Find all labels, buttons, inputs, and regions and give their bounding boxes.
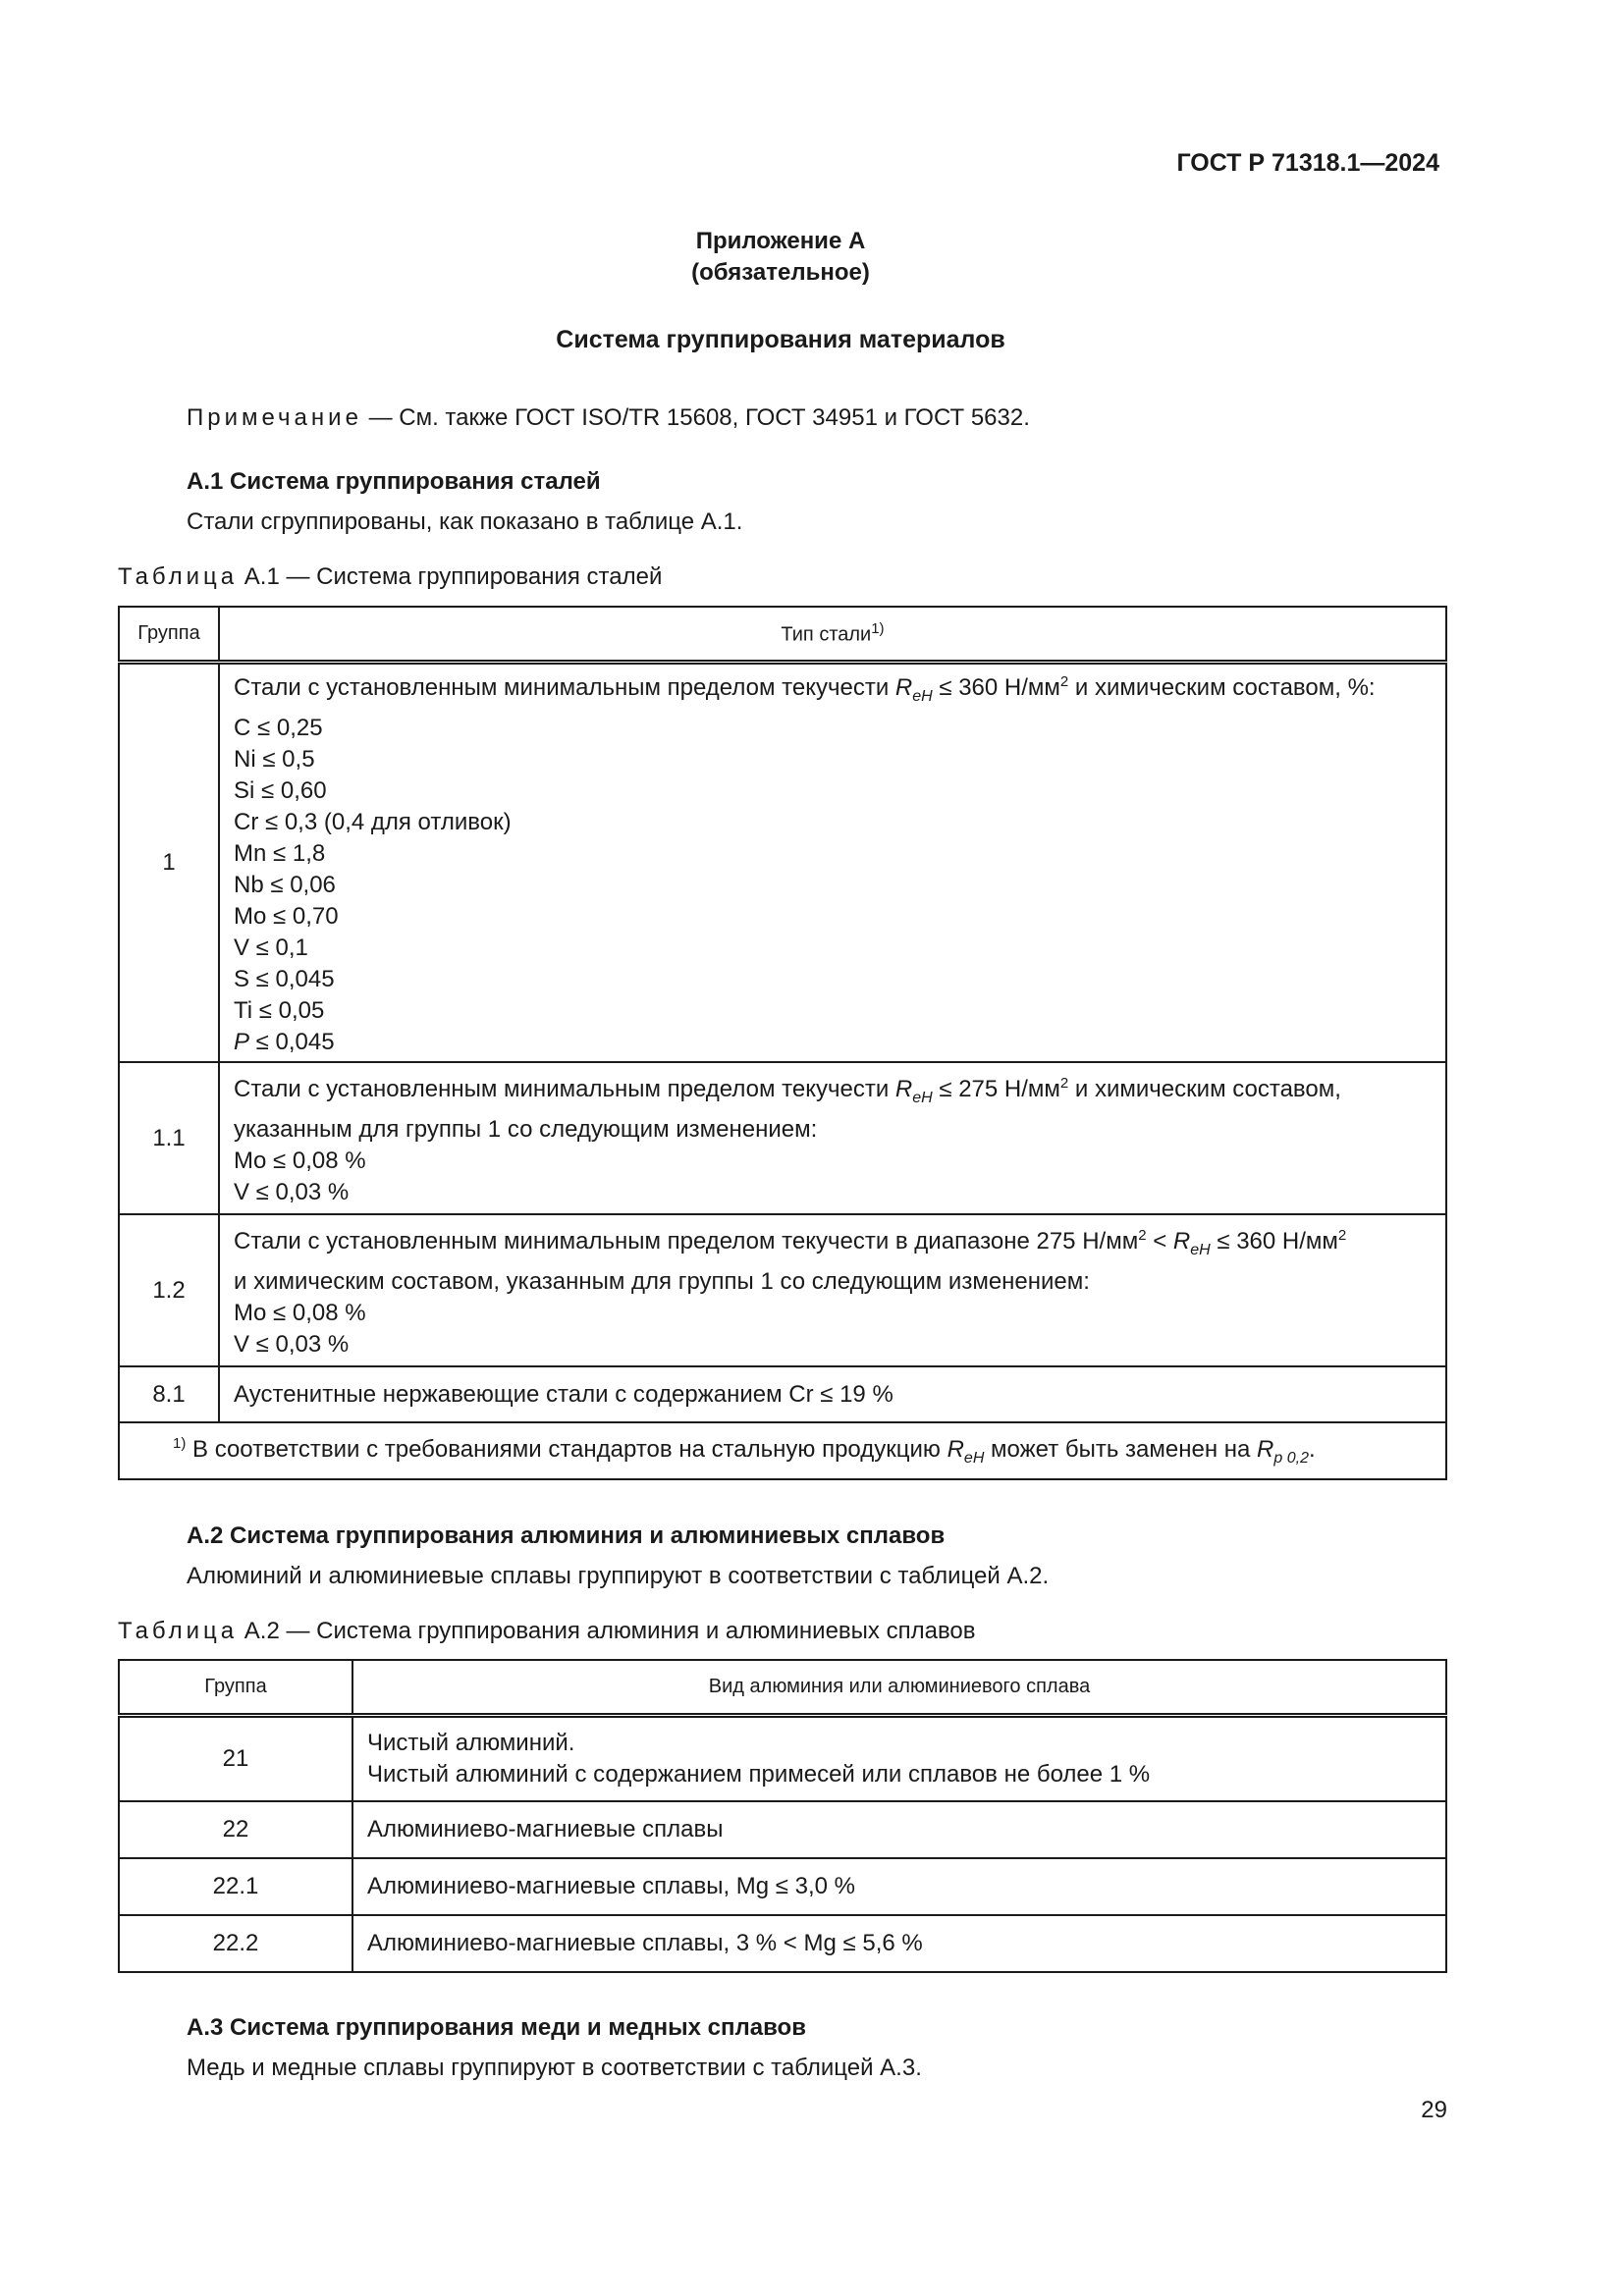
table-a1-caption-label: Таблица [118, 563, 239, 590]
section-a3-heading: А.3 Система группирования меди и медных сплавов [187, 2014, 806, 2041]
group-cell: 1 [119, 662, 219, 1062]
group-cell: 22 [119, 1801, 352, 1858]
type-cell: Стали с установленным минимальным пределом текучести $R_{eH} \le 275$ $Н/мм^2$ и химическим составом, указанным для группы 1 со следующим изменением: Mo ≤ 0,08 % V ≤ 0,03 % [219, 1062, 1446, 1214]
type-cell: Стали с установленным минимальным пределом текучести $R_{eH} \le 360$ $Н/мм^2$ и химическим составом, %: C ≤ 0,25 Ni ≤ 0,5 Si ≤ 0,60 Cr ≤ 0,3 (0,4 для отливок) Mn ≤ 1,8 Nb ≤ 0,06 Mo ≤ 0,70 V ≤ 0,1 S ≤ 0,045 Ti ≤ 0,05 P ≤ 0,045 [219, 662, 1446, 1062]
note [187, 404, 1030, 432]
standard-code: ГОСТ Р 71318.1—2024 [1176, 149, 1439, 177]
table-a2-col-type: Вид алюминия или алюминиевого сплава [352, 1660, 1446, 1715]
section-a3-intro: Медь и медные сплавы группируют в соответствии с таблицей А.3. [187, 2055, 922, 2081]
table-row [119, 1858, 1446, 1915]
annex-status: (обязательное) [691, 259, 870, 286]
table-a2-caption-label: Таблица [118, 1618, 239, 1644]
type-cell: Алюминиево-магниевые сплавы, Mg ≤ 3,0 % [352, 1858, 1446, 1915]
table-row [119, 1366, 1446, 1422]
table-a2-col-group: Группа [119, 1660, 352, 1715]
note-text: — См. также ГОСТ ISO/TR 15608, ГОСТ 34951 и ГОСТ 5632. [361, 404, 1030, 431]
footnote-ref: 1) [871, 619, 885, 637]
type-cell: Аустенитные нержавеющие стали с содержанием Cr ≤ 19 % [219, 1366, 1446, 1422]
table-row [119, 1062, 1446, 1214]
group-cell: 21 [119, 1715, 352, 1801]
section-a1-intro: Стали сгруппированы, как показано в таблице А.1. [187, 508, 743, 535]
section-a2-intro: Алюминий и алюминиевые сплавы группируют в соответствии с таблицей А.2. [187, 1563, 1050, 1589]
section-a2-heading: А.2 Система группирования алюминия и алюминиевых сплавов [187, 1522, 946, 1549]
type-cell: Стали с установленным минимальным пределом текучести в диапазоне 275 $Н/мм^2 < R_{eH} \le 360$ $Н/мм^2$ и химическим составом, указанным для группы 1 со следующим изменением: Mo ≤ 0,08 % V ≤ 0,03 % [219, 1214, 1446, 1366]
table-a2 [118, 1659, 1447, 1973]
table-a1-header [119, 607, 1446, 662]
table-row [119, 1801, 1446, 1858]
group-cell: 8.1 [119, 1366, 219, 1422]
table-a2-caption [118, 1618, 976, 1645]
page-number: 29 [1421, 2097, 1447, 2123]
table-a1-caption [118, 563, 662, 591]
note-label: Примечание [187, 404, 362, 431]
section-a1-heading: А.1 Система группирования сталей [187, 468, 601, 495]
group-cell: 22.2 [119, 1915, 352, 1972]
table-a1-caption-text: А.1 — Система группирования сталей [238, 563, 663, 590]
type-cell: Алюминиево-магниевые сплавы [352, 1801, 1446, 1858]
table-a1-footnote: $^{1)}$ В соответствии с требованиями стандартов на стальную продукцию $R_{eH}$ может быть заменен на $R_{p 0,2}$. [119, 1422, 1446, 1479]
table-a1 [118, 606, 1447, 1480]
table-row [119, 1214, 1446, 1366]
table-a2-caption-text: А.2 — Система группирования алюминия и алюминиевых сплавов [238, 1618, 976, 1644]
group-cell: 22.1 [119, 1858, 352, 1915]
table-a1-footnote-row [119, 1422, 1446, 1479]
table-row [119, 1715, 1446, 1801]
annex-title: Приложение А [695, 228, 866, 254]
table-a1-col-type: Тип стали$^{1)}$ [219, 607, 1446, 662]
group-cell: 1.2 [119, 1214, 219, 1366]
table-a1-col-group: Группа [119, 607, 219, 662]
table-row [119, 1915, 1446, 1972]
type-cell: Чистый алюминий. Чистый алюминий с содержанием примесей или сплавов не более 1 % [352, 1715, 1446, 1801]
table-a2-header [119, 1660, 1446, 1715]
annex-heading: Система группирования материалов [556, 326, 1005, 353]
type-cell: Алюминиево-магниевые сплавы, 3 % < Mg ≤ 5,6 % [352, 1915, 1446, 1972]
table-row [119, 662, 1446, 1062]
group-cell: 1.1 [119, 1062, 219, 1214]
